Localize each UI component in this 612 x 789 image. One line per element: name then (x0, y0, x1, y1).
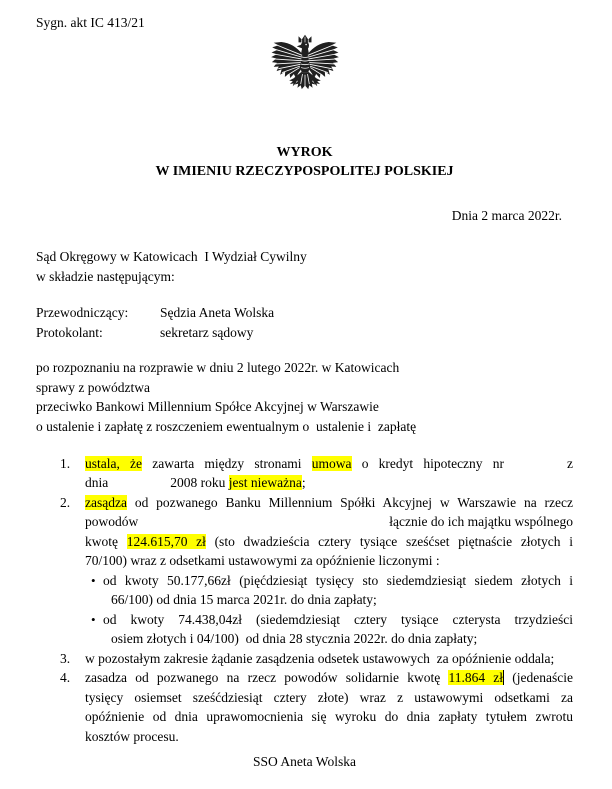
verdict-item-1 (60, 454, 573, 493)
court-name: Sąd Okręgowy w Katowicach I Wydział Cywilny (36, 249, 307, 264)
verdict-line (85, 454, 573, 474)
item-number: 4. (60, 670, 71, 685)
preamble-line: sprawy z powództwa (36, 379, 150, 395)
verdict-text: ; (301, 475, 306, 490)
emblem-container (269, 33, 341, 105)
verdict-line (103, 571, 573, 591)
verdict-item-2 (60, 493, 573, 571)
highlighted-text: umowa (311, 455, 352, 471)
verdict-line (85, 512, 573, 532)
verdict-line (103, 590, 573, 610)
polish-eagle-emblem (269, 33, 341, 105)
verdict-line (85, 532, 573, 552)
verdict-line (85, 649, 573, 669)
judgment-date: Dnia 2 marca 2022r. (451, 207, 562, 223)
preamble-line: przeciwko Bankowi Millennium Spółce Akcyjnej w Warszawie (36, 399, 379, 414)
title-wyrok: WYROK (276, 144, 333, 160)
item-number: 3. (60, 650, 71, 666)
verdict-text: zawarta między stronami (142, 455, 312, 471)
item-number: 2. (60, 494, 71, 510)
verdict-sub-item (91, 571, 573, 610)
verdict-line (103, 610, 573, 630)
verdict-text: od kwoty 50.177,66zł (pięćdziesiąt tysięcy sto siedemdziesiąt siedem złotych i (103, 572, 573, 588)
highlighted-text: ustala, że (85, 455, 143, 471)
verdict-text: tysięcy osiemset sześćdziesiąt cztery złote) wraz z ustawowymi odsetkami za (85, 689, 573, 705)
highlighted-text: jest nieważna (228, 475, 302, 490)
verdict-text: osiem złotych i 04/100) od dnia 28 stycznia 2022r. do dnia zapłaty; (111, 631, 478, 646)
verdict-text: od pozwanego Banku Millennium Spółki Akcyjnej w Warszawie na rzecz (126, 494, 573, 510)
composition-intro: w składzie następującym: (36, 268, 175, 284)
verdict-text: kwotę (85, 533, 127, 549)
verdict-line (103, 629, 573, 649)
preamble-line: o ustalenie i zapłatę z roszczeniem ewentualnym o ustalenie i zapłatę (36, 418, 417, 434)
verdict-list (60, 454, 573, 747)
highlighted-text: zasądza (85, 494, 127, 510)
panel-row-presiding (36, 303, 573, 323)
verdict-text: 2008 roku (170, 475, 229, 490)
document-title-block (36, 143, 573, 182)
verdict-sub-item (91, 610, 573, 649)
verdict-text: w pozostałym zakresie żądanie zasądzenia odsetek ustawowych za opóźnienie oddala; (85, 650, 555, 666)
verdict-text: dnia (85, 475, 109, 490)
verdict-text: od kwoty 74.438,04zł (siedemdziesiąt cztery tysiące czterysta trzydzieści (103, 611, 573, 627)
verdict-line (85, 551, 573, 571)
verdict-line (85, 668, 573, 688)
verdict-text: (sto dwadzieścia cztery tysiące sześćset piętnaście złotych i (205, 533, 573, 549)
verdict-item-3 (60, 649, 573, 669)
item-number: 1. (60, 455, 71, 471)
judge-signature: SSO Aneta Wolska (253, 754, 356, 769)
preamble-line: po rozpoznaniu na rozprawie w dniu 2 lutego 2022r. w Katowicach (36, 360, 400, 375)
verdict-line (85, 493, 573, 513)
role-label: Przewodniczący: (36, 305, 129, 320)
verdict-line (85, 707, 573, 727)
verdict-line (85, 727, 573, 747)
verdict-text: kosztów procesu. (85, 728, 179, 744)
verdict-text: powodów (85, 514, 139, 529)
bullet-marker: • (91, 572, 96, 588)
court-block (36, 247, 573, 286)
role-name: sekretarz sądowy (160, 324, 254, 340)
verdict-text: (jedenaście (504, 670, 574, 685)
role-label: Protokolant: (36, 324, 103, 340)
title-in-the-name: W IMIENIU RZECZYPOSPOLITEJ POLSKIEJ (155, 164, 454, 179)
highlighted-text: 124.615,70 zł (126, 533, 206, 549)
verdict-text: opóźnienie od dnia uprawomocnienia się wyroku do dnia zapłaty tytułem zwrotu (85, 709, 573, 724)
verdict-text: z (567, 455, 573, 471)
verdict-text: zasadza od pozwanego na rzecz powodów solidarnie kwotę (85, 670, 449, 685)
verdict-line (85, 473, 573, 493)
panel-block (36, 303, 573, 342)
verdict-text: o kredyt hipoteczny nr (351, 455, 504, 471)
verdict-line (85, 688, 573, 708)
role-name: Sędzia Aneta Wolska (160, 305, 275, 320)
highlighted-text: 11.864 zł (448, 670, 504, 685)
bullet-marker: • (91, 611, 96, 627)
case-number: Sygn. akt IC 413/21 (36, 15, 145, 30)
verdict-text: 70/100) wraz z odsetkami ustawowymi za opóźnienie liczonymi : (85, 553, 440, 568)
verdict-text: łącznie do ich majątku wspólnego (389, 514, 573, 529)
verdict-item-4 (60, 668, 573, 746)
panel-row-clerk (36, 323, 573, 343)
preamble-block (36, 358, 573, 436)
verdict-text: 66/100) od dnia 15 marca 2021r. do dnia zapłaty; (111, 592, 377, 607)
